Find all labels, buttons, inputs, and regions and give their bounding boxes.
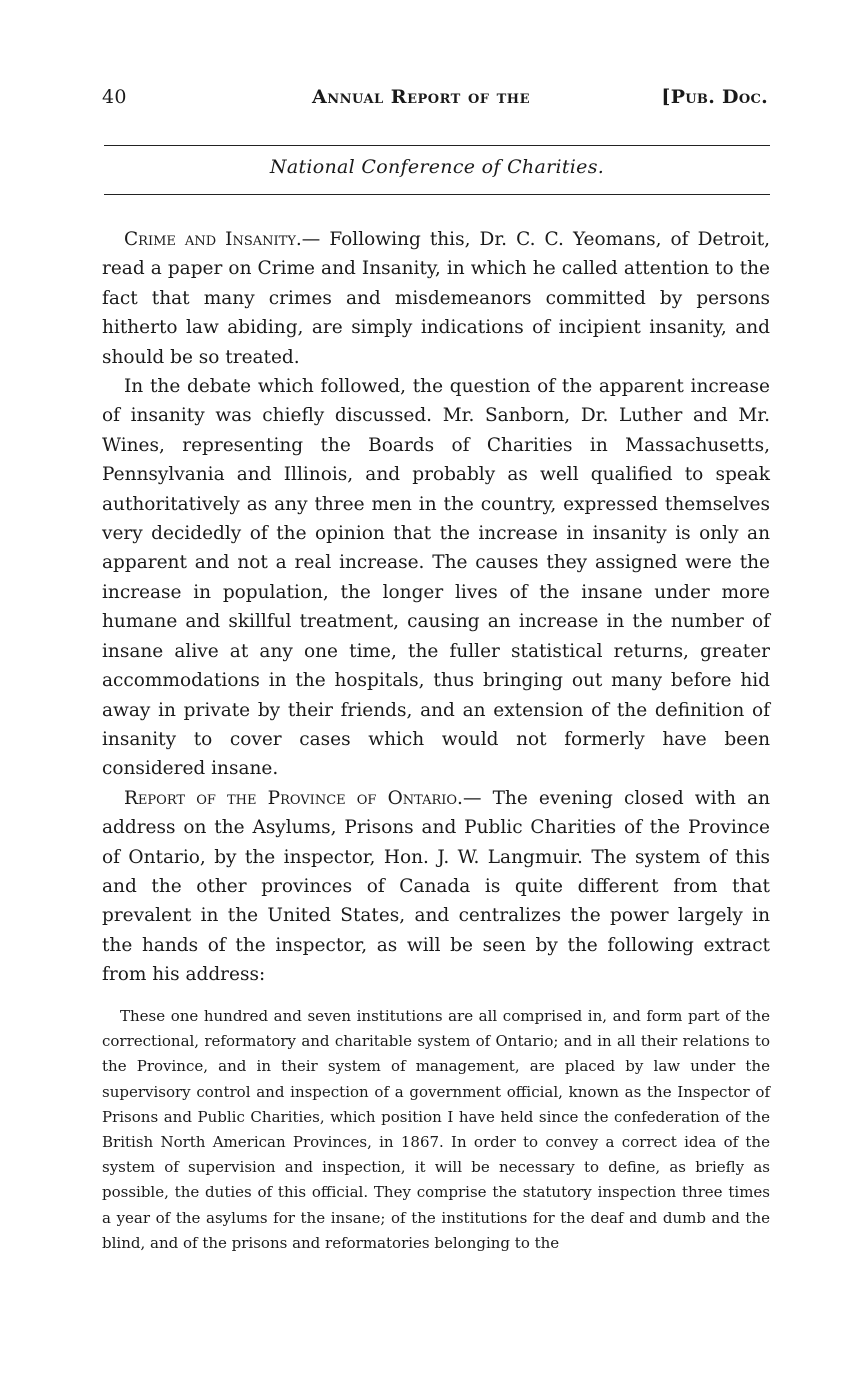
running-head [100, 86, 770, 114]
document-reference: [Pub. Doc. [661, 86, 768, 108]
extract-text: These one hundred and seven institutions are all comprised in, and form part of the correctional, reformatory and charitable system of Ontario; and in all their relations to the Province, and in their system of management, are placed by law under the supervisory control and inspection of a government official, known as the Inspector of Prisons and Public Charities, which position I have held since the confederation of the British North American Provinces, in 1867. In order to convey a correct idea of the system of supervision and inspection, it will be necessary to define, as briefly as possible, the duties of this official. They comprise the statutory inspection three times a year of the asylums for the insane; of the institutions for the deaf and dumb and the blind, and of the prisons and reformatories belonging to the [102, 1007, 770, 1252]
top-divider [104, 145, 770, 146]
paragraph-debate [102, 372, 770, 784]
paragraph-text: In the debate which followed, the question of the apparent increase of insanity was chiefly discussed. Mr. Sanborn, Dr. Luther and Mr. Wines, representing the Boards of Charities in Massachusetts, Pennsylvania and Illinois, and probably as well qualified to speak authoritatively as any three men in the country, expressed themselves very decidedly of the opinion that the increase in insanity is only an apparent and not a real increase. The causes they assigned were the increase in population, the longer lives of the insane under more humane and skillful treatment, causing an increase in the number of insane alive at any one time, the fuller statistical returns, greater accommodations in the hospitals, thus bringing out many before hid away in private by their friends, and an extension of the definition of insanity to cover cases which would not formerly have been considered insane. [102, 376, 770, 780]
paragraph-text: — Following this, Dr. C. C. Yeomans, of Detroit, read a paper on Crime and Insanity, in which he called attention to the fact that many crimes and misdemeanors committed by persons hitherto law abiding, are simply indications of incipient insanity, and should be so treated. [102, 229, 771, 368]
page-number: 40 [102, 86, 127, 108]
paragraph-province-of-ontario [102, 784, 770, 990]
paragraph-crime-and-insanity [102, 225, 770, 372]
section-title: National Conference of Charities. [269, 156, 605, 178]
bottom-divider [104, 194, 770, 195]
running-head-title: Annual Report of the [312, 86, 530, 108]
body-text [102, 225, 770, 990]
paragraph-heading: Report of the Province of Ontario. [124, 787, 463, 809]
paragraph-text: — The evening closed with an address on the Asylums, Prisons and Public Charities of the Province of Ontario, by the inspector, Hon. J. W. Langmuir. The system of this and the other provinces of Canada is quite different from that prevalent in the United States, and centralizes the power largely in the hands of the inspector, as will be seen by the following extract from his address: [102, 787, 770, 986]
quoted-extract [102, 1004, 770, 1256]
paragraph-heading: Crime and Insanity. [124, 229, 302, 250]
